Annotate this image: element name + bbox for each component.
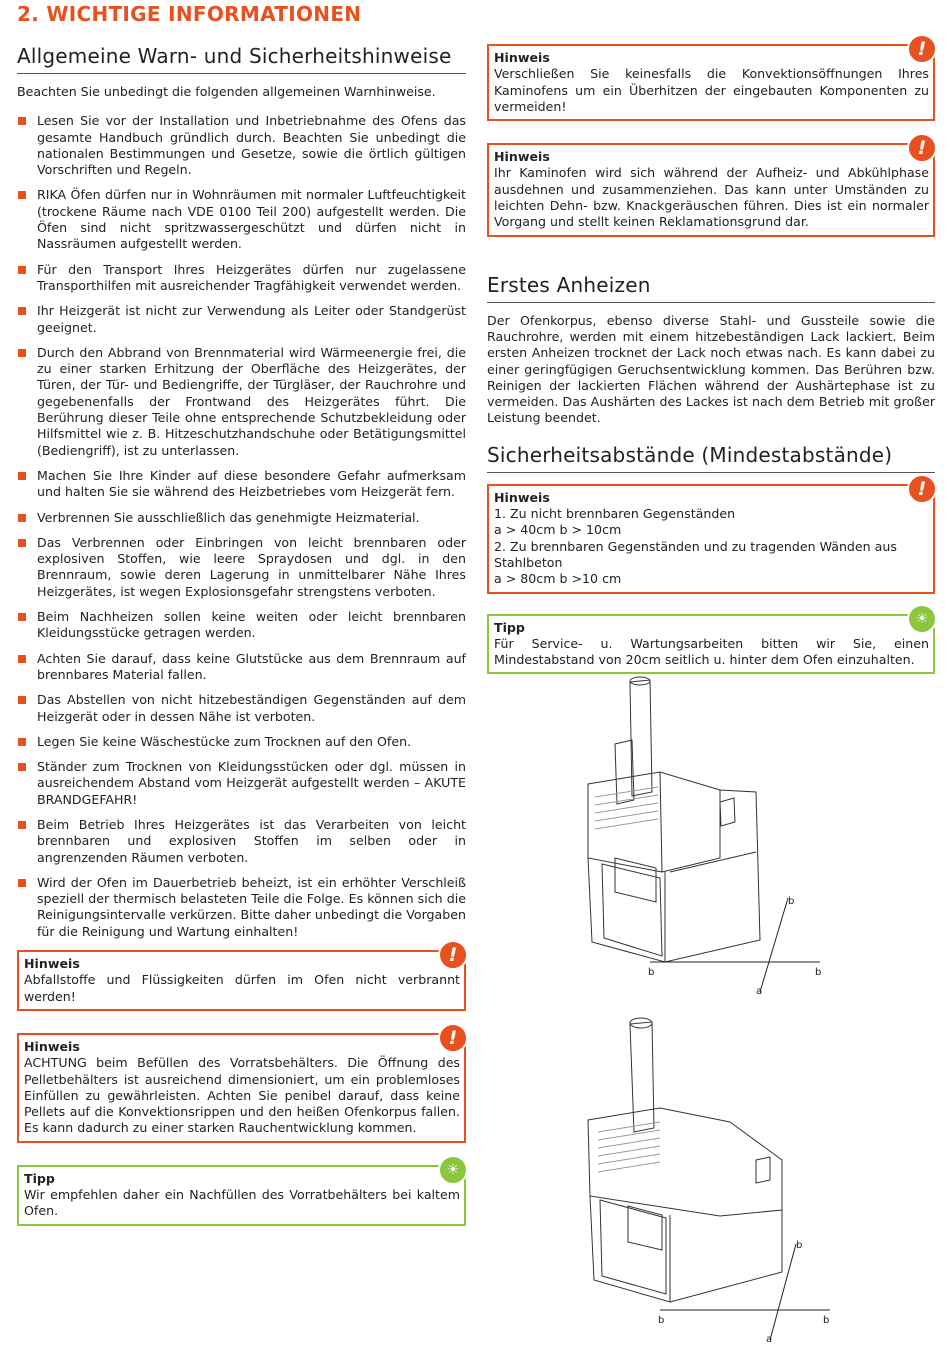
list-item: Für den Transport Ihres Heizgerätes dürfen nur zugelassene Transporthilfen mit ausreichender Tragfähigkeit verwendet werden. [17,262,466,295]
tip-box-service [487,610,935,675]
clearance-line: 2. Zu brennbaren Gegenständen und zu tragenden Wänden aus Stahlbeton [494,538,897,570]
note-text: Ihr Kaminofen wird sich während der Aufheiz- und Abkühlphase ausdehnen und zusammenziehen. Das kann unter Umständen zu leichten Dehn- bzw. Knackgeräuschen führen. Dies ist ein normaler Vorgang und stellt keinen Reklamationsgrund dar. [494,165,929,230]
note-box-clearances [487,477,935,594]
note-box-convection [487,38,935,121]
bullet-square-icon [18,763,26,771]
note-box-waste [17,944,466,1011]
diagram-label-b: b [788,896,795,907]
clearance-line: a > 40cm b > 10cm [494,522,622,538]
section-heading-first-heating: Erstes Anheizen [487,273,935,303]
note-text: ACHTUNG beim Befüllen des Vorratsbehälters. Die Öffnung des Pelletbehälters ist ausreichend dimensioniert, um ein problemloses Einfüllen zu gewährleisten. Achten Sie penibel darauf, dass keine Pellets auf die Konvektionsrippen und den heißen Ofenkorpus fallen. Es kann dadurch zu einer starken Rauchentwicklung kommen. [24,1055,460,1136]
list-item: Beim Nachheizen sollen keine weiten oder leicht brennbaren Kleidungsstücke getragen werden. [17,609,466,642]
page-title: 2. WICHTIGE INFORMATIONEN [17,2,362,26]
warning-icon: ! [907,34,937,64]
diagram-label-b: b [796,1240,803,1251]
list-item: Lesen Sie vor der Installation und Inbetriebnahme des Ofens das gesamte Handbuch gründlich durch. Beachten Sie unbedingt die nationalen Bestimmungen und Gesetze, sowie die örtlich gültigen Vorschriften und Regeln. [17,113,466,178]
note-title: Hinweis [494,50,550,65]
diagram-label-b: b [648,967,655,978]
clearance-lines [650,898,820,992]
list-item: Das Verbrennen oder Einbringen von leicht brennbaren oder explosiven Stoffen, wie leere Spraydosen und dgl. in den Brennraum, sowie deren Lagerung in unmittelbarer Nähe Ihres Heizgerätes, ist wegen Explosionsgefahr strengstens verboten. [17,535,466,600]
bullet-square-icon [18,349,26,357]
stove-drawing [588,1018,782,1302]
note-title: Hinweis [24,956,80,972]
diagram-label-a: a [756,986,763,997]
tip-title: Tipp [24,1170,55,1186]
bullet-square-icon [18,613,26,621]
list-item: Beim Betrieb Ihres Heizgerätes ist das Verarbeiten von leicht brennbaren und explosiven Stoffen im selben oder in angrenzenden Räumen verboten. [17,817,466,866]
bullet-square-icon [18,514,26,522]
diagram-label-a: a [766,1334,773,1345]
first-heating-text: Der Ofenkorpus, ebenso diverse Stahl- und Gussteile sowie die Rauchrohre, werden mit einem hitzebeständigen Lack lackiert. Beim ersten Anheizen trocknet der Lack noch etwas nach. Es kann dabei zu einer geringfügigen Geruchsentwicklung kommen. Das Berühren bzw. Reinigen der lackierten Flächen während der Aushärtephase ist zu vermeiden. Das Aushärten des Lackes ist nach dem Betrieb mit großer Leistung beendet. [487,312,935,426]
bullet-square-icon [18,539,26,547]
note-text: Abfallstoffe und Flüssigkeiten dürfen im Ofen nicht verbrannt werden! [24,972,460,1004]
left-column [17,44,466,1243]
list-item: Das Abstellen von nicht hitzebeständigen Gegenständen auf dem Heizgerät oder in dessen Nähe ist verboten. [17,692,466,725]
stove-drawing [588,677,760,962]
bullet-square-icon [18,879,26,887]
note-title: Hinweis [494,489,550,505]
clearance-line: a > 80cm b >10 cm [494,571,622,587]
diagram-label-b: b [815,967,822,978]
clearance-lines [660,1244,830,1340]
bullet-square-icon [18,655,26,663]
diagram-label-b: b [658,1315,665,1326]
warning-icon: ! [907,474,937,504]
bullet-square-icon [18,472,26,480]
bullet-square-icon [18,191,26,199]
bullet-square-icon [18,696,26,704]
tip-box-refill [17,1161,466,1226]
warnings-list [17,113,466,940]
warning-icon: ! [438,1023,468,1053]
list-item: Ständer zum Trocknen von Kleidungsstücken oder dgl. müssen in ausreichendem Abstand vom Heizgerät aufgestellt werden – AKUTE BRANDGEFAHR! [17,759,466,808]
bullet-square-icon [18,266,26,274]
list-item: Durch den Abbrand von Brennmaterial wird Wärmeenergie frei, die zu einer starken Erhitzung der Oberfläche des Heizgerätes, der Türen, der Tür- und Bediengriffe, der Türgläser, der Rauchrohre und gegebenenfalls der Frontwand des Heizgerätes führt. Die Berührung dieser Teile ohne entsprechende Schutzbekleidung oder Hilfsmittel wie z. B. Hitzeschutzhandschuhe oder Betätigungsmittel (Bediengriff), ist zu unterlassen. [17,345,466,459]
section-heading-clearances: Sicherheitsabstände (Mindestabstände) [487,443,935,473]
note-box-refill [17,1026,466,1143]
warning-icon: ! [438,940,468,970]
note-title: Hinweis [494,149,550,165]
bullet-square-icon [18,821,26,829]
warnings-intro: Beachten Sie unbedingt die folgenden allgemeinen Warnhinweise. [17,84,436,99]
stove-clearance-diagram-top [570,672,840,998]
section-heading-warnings: Allgemeine Warn- und Sicherheitshinweise [17,44,466,74]
note-box-expansion [487,137,935,236]
right-column [487,38,935,691]
list-item: Ihr Heizgerät ist nicht zur Verwendung als Leiter oder Standgerüst geeignet. [17,303,466,336]
list-item: RIKA Öfen dürfen nur in Wohnräumen mit normaler Luftfeuchtigkeit (trockene Räume nach VDE 0100 Teil 200) aufgestellt werden. Die Öfen sind nicht spritzwassergeschützt und dürfen nicht in Nassräumen aufgestellt werden. [17,187,466,252]
bullet-square-icon [18,117,26,125]
list-item: Legen Sie keine Wäschestücke zum Trocknen auf den Ofen. [17,734,466,750]
lightbulb-icon: ☀ [907,604,937,634]
note-text: Verschließen Sie keinesfalls die Konvektionsöffnungen Ihres Kaminofens um ein Überhitzen der eingebauten Komponenten zu vermeiden! [494,66,929,114]
list-item: Verbrennen Sie ausschließlich das genehmigte Heizmaterial. [17,510,466,526]
bullet-square-icon [18,738,26,746]
clearance-line: 1. Zu nicht brennbaren Gegenständen [494,506,736,522]
tip-title: Tipp [494,619,525,635]
list-item: Achten Sie darauf, dass keine Glutstücke aus dem Brennraum auf brennbares Material fallen. [17,651,466,684]
warning-icon: ! [907,133,937,163]
diagram-label-b: b [823,1315,830,1326]
tip-text: Für Service- u. Wartungsarbeiten bitten wir Sie, einen Mindestabstand von 20cm seitlich u. hinter dem Ofen einzuhalten. [494,635,929,668]
note-title: Hinweis [24,1038,80,1054]
tip-text: Wir empfehlen daher ein Nachfüllen des Vorratbehälters bei kaltem Ofen. [24,1187,460,1219]
bullet-square-icon [18,307,26,315]
stove-clearance-diagram-bottom [560,1010,840,1350]
list-item: Wird der Ofen im Dauerbetrieb beheizt, ist ein erhöhter Verschleiß speziell der thermisch belasteten Teile die Folge. Es können sich die Reinigungsintervalle verkürzen. Bitte daher unbedingt die Vorgaben für die Reinigung und Wartung einhalten! [17,875,466,940]
lightbulb-icon: ☀ [438,1155,468,1185]
list-item: Machen Sie Ihre Kinder auf diese besondere Gefahr aufmerksam und halten Sie sie während des Heizbetriebes vom Heizgerät fern. [17,468,466,501]
